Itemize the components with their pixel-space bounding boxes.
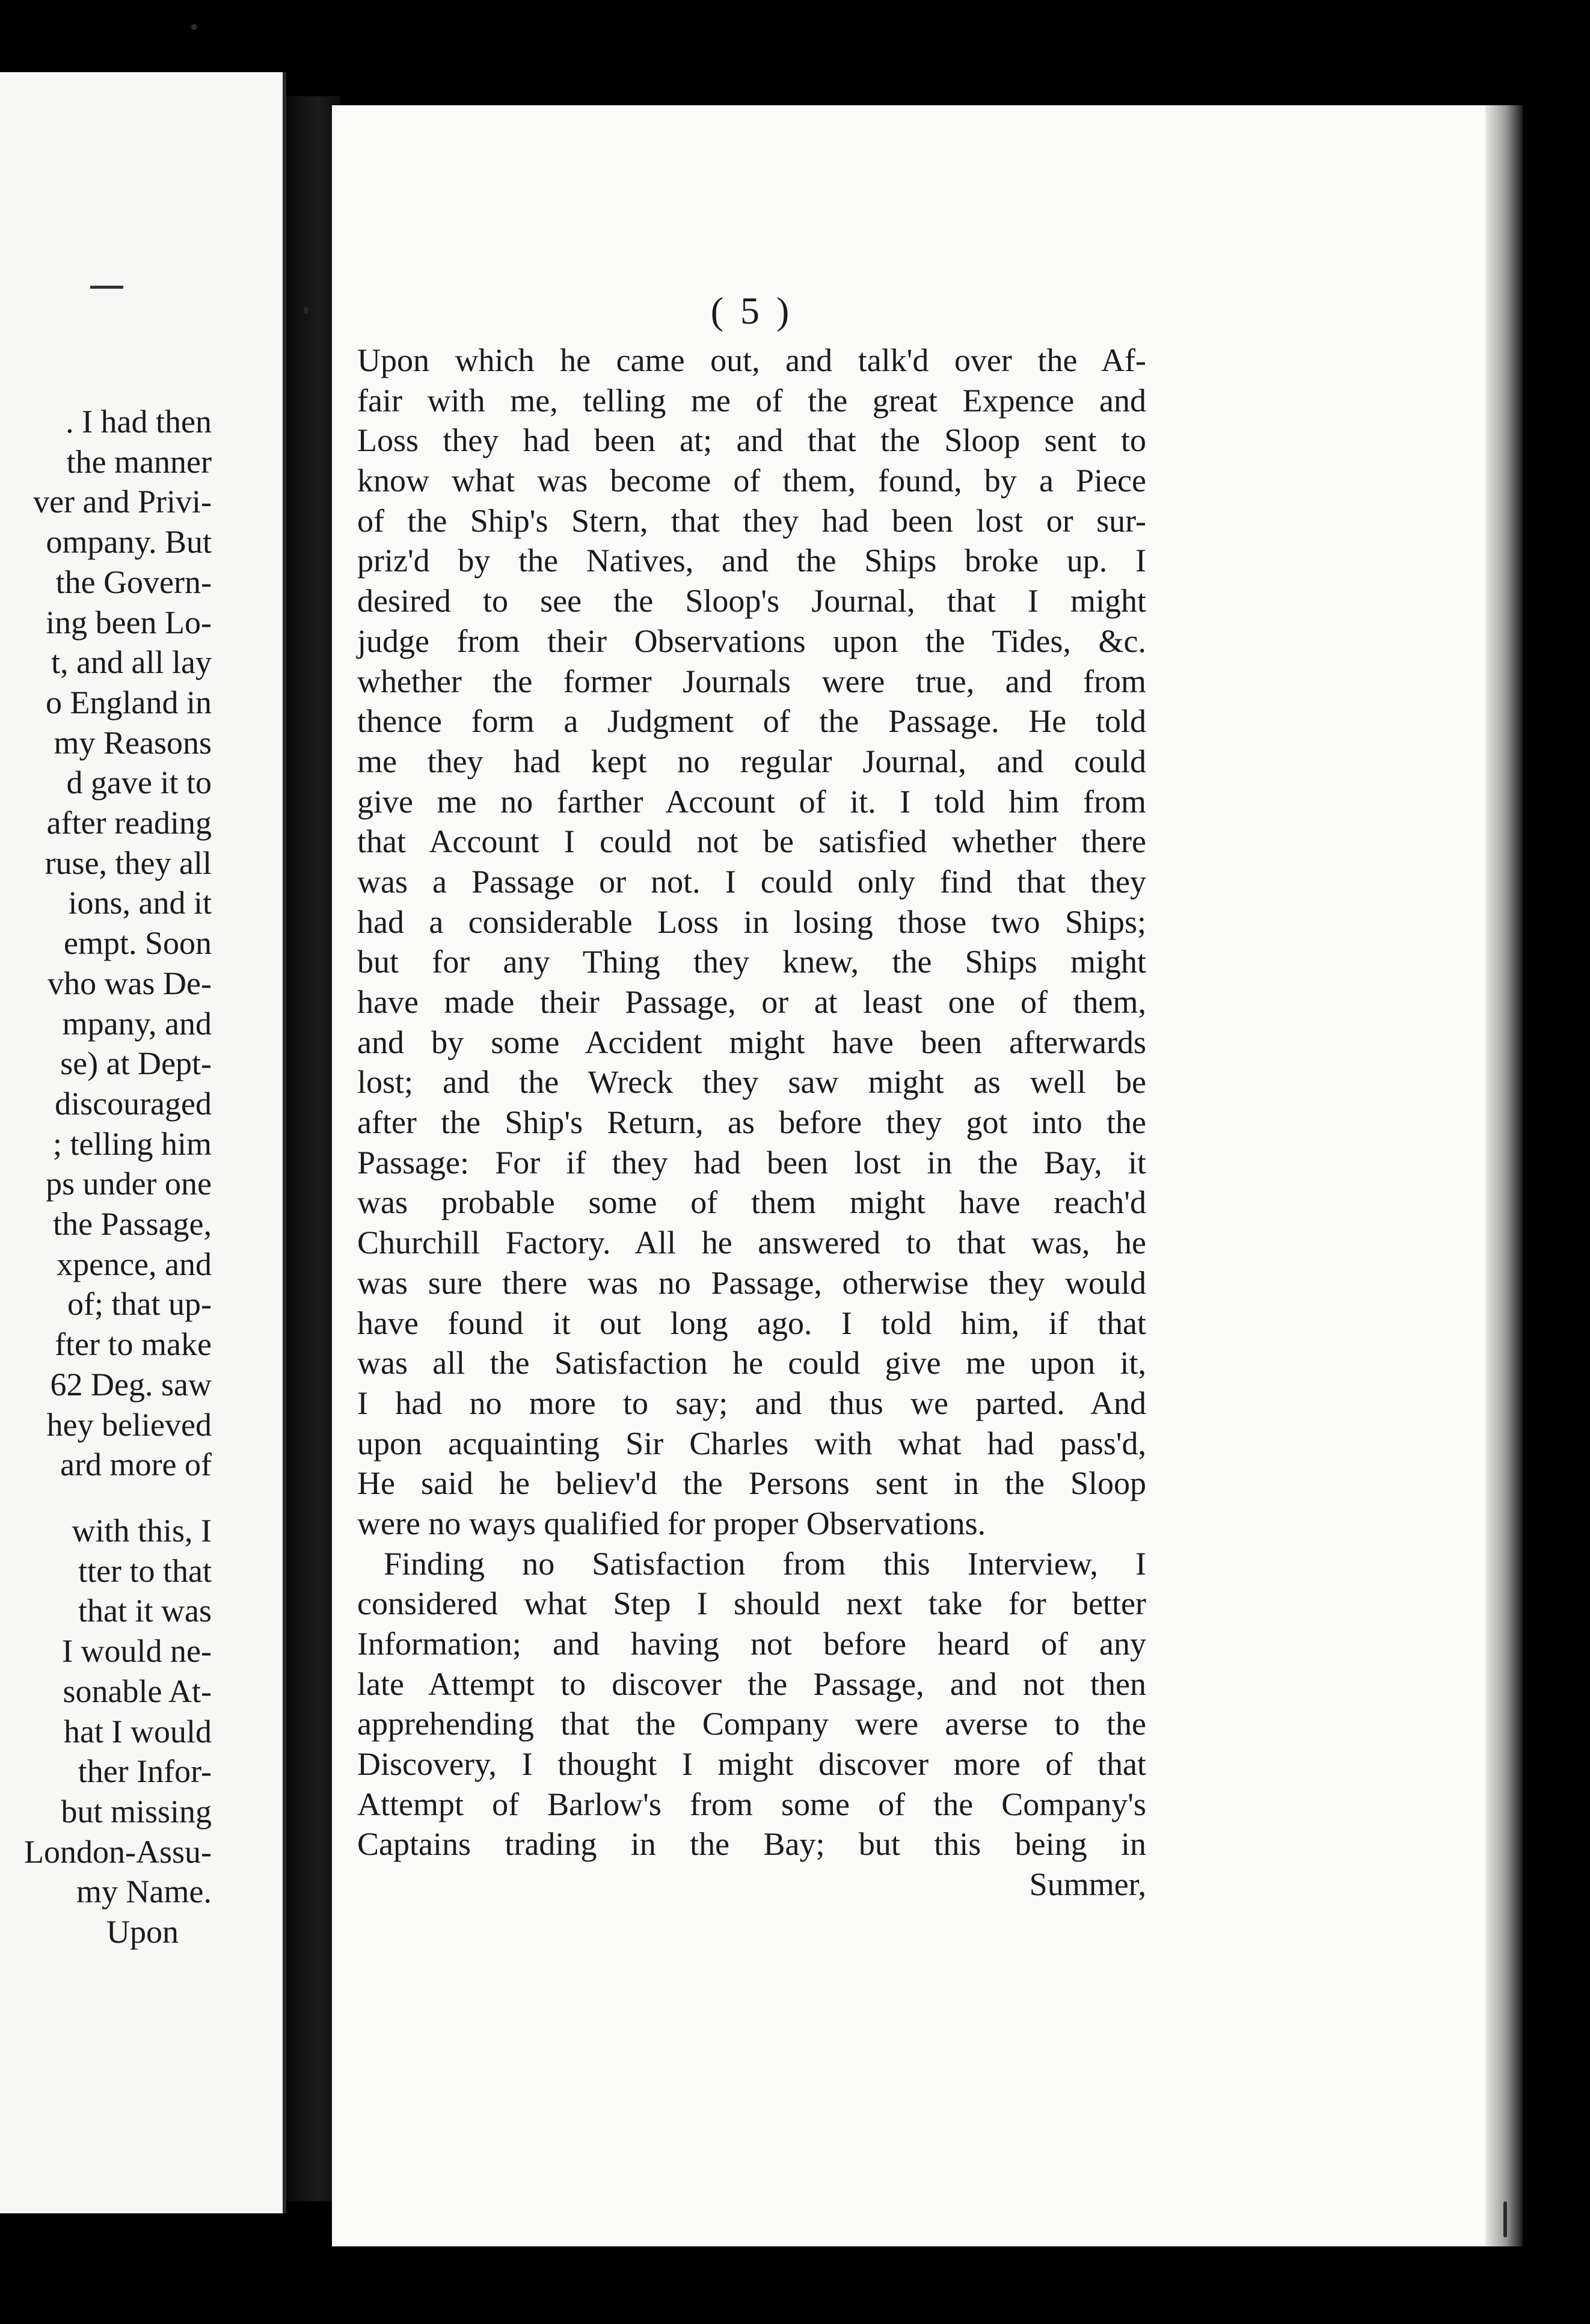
left-page-text — [24, 402, 212, 1952]
left-line: ard more of — [60, 1446, 212, 1483]
body-line: judge from their Observations upon the Tides, &c. — [357, 622, 1146, 659]
body-line: late Attempt to discover the Passage, and not then — [357, 1665, 1146, 1702]
body-line: thence form a Judgment of the Passage. He told — [357, 703, 1146, 740]
left-line: of; that up- — [67, 1286, 212, 1323]
left-line: fter to make — [55, 1326, 212, 1363]
left-line: my Reasons — [54, 724, 212, 761]
body-line: upon acquainting Sir Charles with what had pass'd, — [357, 1425, 1146, 1462]
body-line: have found it out long ago. I told him, if that — [357, 1305, 1146, 1341]
left-line: ther Infor- — [78, 1753, 212, 1790]
left-line: after reading — [46, 805, 212, 841]
body-line: He said he believ'd the Persons sent in the Sloop — [357, 1465, 1146, 1502]
body-line: was a Passage or not. I could only find that they — [357, 863, 1146, 900]
scan-margin — [0, 2246, 1590, 2324]
body-line: me they had kept no regular Journal, and could — [357, 743, 1146, 779]
left-line: t, and all lay — [51, 644, 212, 681]
left-line: se) at Dept- — [60, 1045, 212, 1082]
left-line: hey believed — [46, 1406, 212, 1443]
ink-speck — [304, 307, 308, 314]
body-line: was sure there was no Passage, otherwise they would — [357, 1264, 1146, 1301]
body-line: give me no farther Account of it. I told him from — [357, 783, 1146, 820]
left-line: . I had then — [66, 404, 212, 440]
left-line: sonable At- — [63, 1673, 212, 1709]
left-line: the Passage, — [53, 1206, 212, 1243]
left-page — [0, 72, 286, 2213]
body-line: that Account I could not be satisfied whether there — [357, 823, 1146, 860]
left-line: hat I would — [64, 1713, 212, 1750]
left-line: mpany, and — [62, 1005, 212, 1042]
body-line: were no ways qualified for proper Observations. — [357, 1505, 986, 1542]
body-line: priz'd by the Natives, and the Ships broke up. I — [357, 543, 1146, 579]
left-line: empt. Soon — [63, 925, 212, 962]
body-line: Loss they had been at; and that the Sloop sent to — [357, 422, 1146, 459]
body-line: lost; and the Wreck they saw might as well be — [357, 1064, 1146, 1101]
left-line: ions, and it — [68, 885, 212, 921]
body-line: desired to see the Sloop's Journal, that I might — [357, 583, 1146, 619]
catchword: Summer, — [1029, 1866, 1146, 1903]
left-line: I would ne- — [62, 1633, 212, 1670]
body-line: Upon which he came out, and talk'd over the Af- — [357, 342, 1146, 378]
left-catchword: Upon — [106, 1914, 179, 1950]
left-line: that it was — [78, 1593, 212, 1629]
left-line: ver and Privi- — [33, 484, 212, 520]
left-line: 62 Deg. saw — [50, 1366, 212, 1403]
body-line: Passage: For if they had been lost in the Bay, it — [357, 1144, 1146, 1181]
left-line: ompany. But — [46, 524, 212, 561]
body-line: Captains trading in the Bay; but this being in — [357, 1826, 1146, 1863]
left-line: London-Assu- — [24, 1833, 212, 1870]
body-line: of the Ship's Stern, that they had been lost or sur- — [357, 502, 1146, 539]
body-line: considered what Step I should next take for better — [357, 1585, 1146, 1622]
body-line: apprehending that the Company were averse to the — [357, 1706, 1146, 1742]
body-line: have made their Passage, or at least one of them, — [357, 984, 1146, 1020]
body-line: was all the Satisfaction he could give me upon it, — [357, 1345, 1146, 1382]
right-page-text — [357, 340, 1146, 1905]
left-line: d gave it to — [66, 764, 212, 801]
left-line: with this, I — [72, 1512, 212, 1549]
left-line: my Name. — [76, 1874, 212, 1910]
body-line: had a considerable Loss in losing those two Ships; — [357, 903, 1146, 940]
ink-speck — [1503, 2201, 1507, 2237]
page-edge-shadow — [1485, 105, 1523, 2246]
body-line: Churchill Factory. All he answered to that was, he — [357, 1225, 1146, 1261]
page-number: ( 5 ) — [710, 289, 793, 332]
body-line: was probable some of them might have reach'd — [357, 1184, 1146, 1221]
left-line: ing been Lo- — [46, 604, 212, 641]
left-line: ps under one — [46, 1166, 212, 1202]
left-line: the manner — [66, 443, 212, 480]
body-line: whether the former Journals were true, and from — [357, 663, 1146, 699]
ink-speck — [191, 24, 197, 30]
left-line: ruse, they all — [45, 844, 212, 881]
left-line: vho was De- — [48, 965, 212, 1001]
body-line: Attempt of Barlow's from some of the Company's — [357, 1786, 1146, 1822]
body-line: Information; and having not before heard of any — [357, 1626, 1146, 1662]
body-line: Finding no Satisfaction from this Interview, I — [384, 1545, 1146, 1582]
left-line: o England in — [46, 684, 212, 721]
body-line: and by some Accident might have been afterwards — [357, 1024, 1146, 1060]
body-line: but for any Thing they knew, the Ships might — [357, 944, 1146, 980]
body-line: know what was become of them, found, by a Piece — [357, 463, 1146, 499]
left-line: xpence, and — [57, 1246, 212, 1282]
left-line: tter to that — [78, 1552, 212, 1589]
body-line: I had no more to say; and thus we parted. And — [357, 1385, 1146, 1421]
left-line: but missing — [61, 1793, 212, 1830]
ink-dash-mark — [90, 286, 123, 289]
left-line: discouraged — [55, 1085, 212, 1122]
body-line: Discovery, I thought I might discover more of that — [357, 1746, 1146, 1783]
body-line: after the Ship's Return, as before they got into the — [357, 1104, 1146, 1141]
left-line: ; telling him — [53, 1125, 212, 1162]
body-line: fair with me, telling me of the great Expence and — [357, 382, 1146, 419]
left-line: the Govern- — [55, 564, 212, 600]
